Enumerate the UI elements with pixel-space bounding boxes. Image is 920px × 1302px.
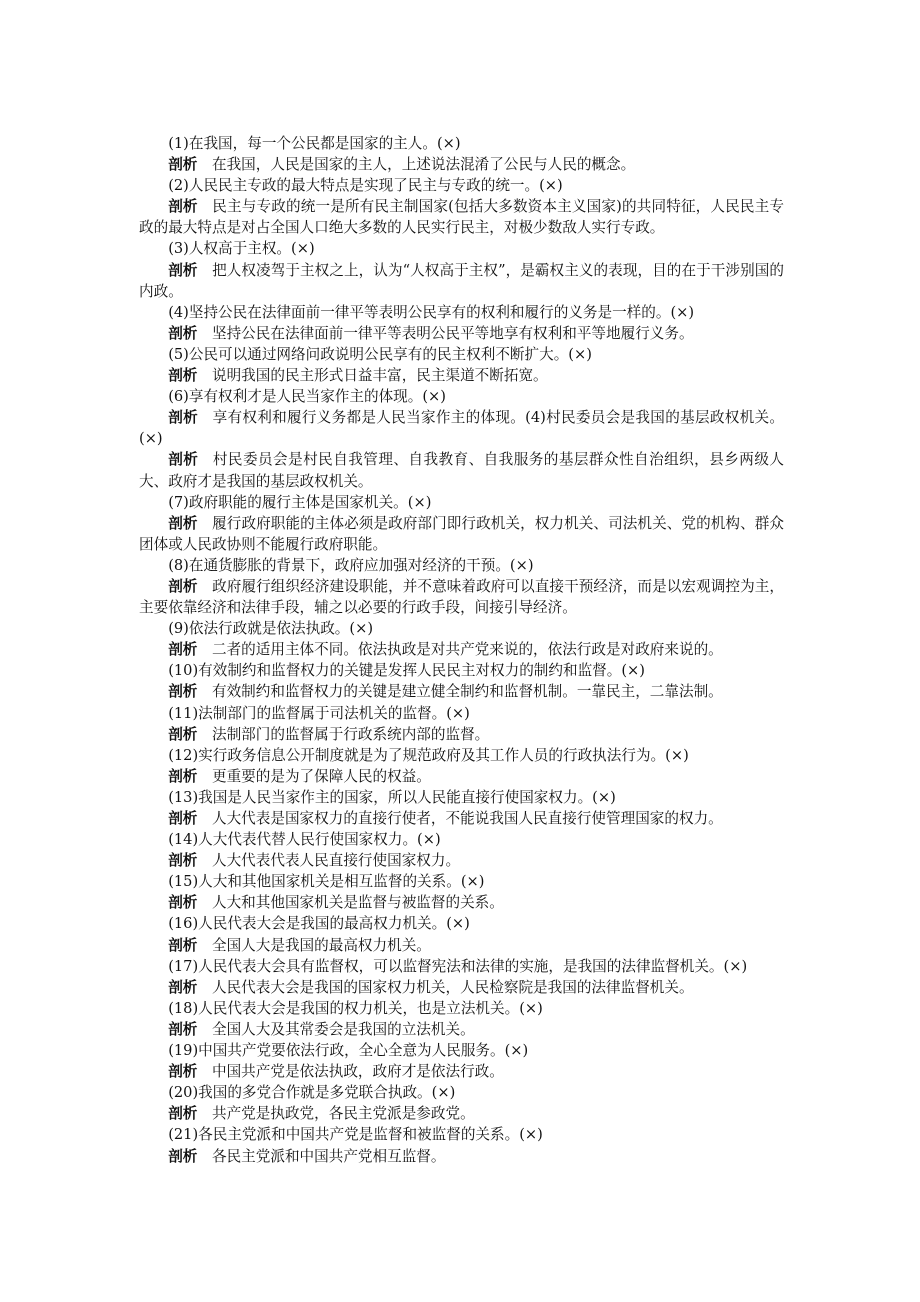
analysis-text: 全国人大是我国的最高权力机关。 (211, 936, 431, 954)
analysis-line (139, 365, 784, 386)
question-line: (19)中国共产党要依法行政，全心全意为人民服务。(×) (168, 1042, 529, 1060)
question-line: (12)实行政务信息公开制度就是为了规范政府及其工作人员的行政执法行为。(×) (168, 746, 689, 764)
analysis-label: 剖析 (168, 810, 198, 827)
analysis-line (139, 681, 784, 702)
analysis-line (139, 766, 784, 787)
analysis-line (139, 1061, 784, 1082)
analysis-text: 更重要的是为了保障人民的权益。 (211, 767, 431, 785)
analysis-label: 剖析 (168, 1105, 198, 1123)
question-line: (15)人大和其他国家机关是相互监督的关系。(×) (168, 873, 485, 891)
analysis-line (139, 1019, 784, 1040)
analysis-label: 剖析 (168, 1063, 198, 1081)
analysis-line (139, 513, 784, 555)
analysis-line (139, 1103, 784, 1124)
analysis-text: 民主与专政的统一是所有民主制国家(包括大多数资本主义国家)的共同特征，人民民主专政的最大特点是对占全国人口绝大多数的人民实行民主，对极少数敌人实行专政。 (139, 198, 784, 237)
question-line: (17)人民代表大会具有监督权，可以监督宪法和法律的实施，是我国的法律监督机关。(×) (168, 957, 748, 975)
question-line: (13)我国是人民当家作主的国家，所以人民能直接行使国家权力。(×) (168, 788, 616, 806)
analysis-text: 人大和其他国家机关是监督与被监督的关系。 (211, 894, 504, 912)
analysis-text: 各民主党派和中国共产党相互监督。 (211, 1147, 446, 1165)
analysis-text: 坚持公民在法律面前一律平等表明公民平等地享有权利和平等地履行义务。 (211, 324, 694, 342)
question-line: (14)人大代表代替人民行使国家权力。(×) (168, 831, 441, 849)
analysis-label: 剖析 (168, 156, 198, 174)
analysis-line (139, 196, 784, 238)
question-line: (2)人民民主专政的最大特点是实现了民主与专政的统一。(×) (168, 177, 563, 195)
question-line: (9)依法行政就是依法执政。(×) (168, 620, 374, 638)
analysis-text: 履行政府职能的主体必须是政府部门即行政机关，权力机关、司法机关、党的机构、群众团体或人民政协则不能履行政府职能。 (139, 514, 784, 553)
analysis-label: 剖析 (168, 683, 198, 701)
analysis-text: 享有权利和履行义务都是人民当家作主的体现。(4)村民委员会是我国的基层政权机关。(×) (139, 409, 784, 448)
analysis-text: 人大代表代表人民直接行使国家权力。 (211, 852, 461, 870)
question-line: (4)坚持公民在法律面前一律平等表明公民享有的权利和履行的义务是一样的。(×) (168, 303, 695, 321)
analysis-label: 剖析 (168, 641, 198, 659)
analysis-line (139, 977, 784, 998)
analysis-line (139, 576, 784, 618)
analysis-line (139, 808, 784, 829)
analysis-text: 政府履行组织经济建设职能，并不意味着政府可以直接干预经济，而是以宏观调控为主，主要依靠经济和法律手段，辅之以必要的行政手段，间接引导经济。 (139, 577, 784, 617)
analysis-text: 二者的适用主体不同。依法执政是对共产党来说的，依法行政是对政府来说的。 (211, 641, 723, 659)
analysis-text: 中国共产党是依法执政，政府才是依法行政。 (211, 1063, 504, 1081)
analysis-label: 剖析 (168, 936, 198, 954)
analysis-label: 剖析 (168, 767, 198, 785)
analysis-label: 剖析 (168, 261, 198, 279)
analysis-text: 说明我国的民主形式日益丰富，民主渠道不断拓宽。 (211, 367, 548, 385)
analysis-label: 剖析 (168, 577, 198, 595)
analysis-line (139, 639, 784, 660)
question-line: (20)我国的多党合作就是多党联合执政。(×) (168, 1084, 456, 1102)
document-body (139, 133, 784, 1167)
question-line: (21)各民主党派和中国共产党是监督和被监督的关系。(×) (168, 1126, 543, 1144)
question-line: (3)人权高于主权。(×) (168, 240, 315, 258)
analysis-label: 剖析 (168, 324, 198, 342)
question-line: (6)享有权利才是人民当家作主的体现。(×) (168, 388, 446, 406)
analysis-label: 剖析 (168, 451, 199, 469)
question-line: (11)法制部门的监督属于司法机关的监督。(×) (168, 704, 470, 722)
analysis-line (139, 892, 784, 913)
analysis-line (139, 449, 784, 491)
analysis-line (139, 407, 784, 449)
analysis-line (139, 323, 784, 344)
analysis-line (139, 1146, 784, 1167)
analysis-label: 剖析 (168, 198, 198, 216)
analysis-label: 剖析 (168, 367, 198, 385)
question-line: (8)在通货膨胀的背景下，政府应加强对经济的干预。(×) (168, 556, 534, 574)
analysis-label: 剖析 (168, 725, 198, 743)
question-line: (10)有效制约和监督权力的关键是发挥人民民主对权力的制约和监督。(×) (168, 662, 645, 680)
analysis-text: 共产党是执政党，各民主党派是参政党。 (211, 1105, 475, 1123)
analysis-line (139, 850, 784, 871)
analysis-label: 剖析 (168, 978, 198, 996)
question-line: (7)政府职能的履行主体是国家机关。(×) (168, 493, 432, 511)
analysis-text: 有效制约和监督权力的关键是建立健全制约和监督机制。一靠民主，二靠法制。 (211, 683, 723, 701)
analysis-line (139, 724, 784, 745)
analysis-label: 剖析 (168, 1020, 198, 1038)
analysis-label: 剖析 (168, 409, 198, 427)
analysis-text: 把人权凌驾于主权之上，认为“人权高于主权”，是霸权主义的表现，目的在于干涉别国的内政。 (139, 261, 784, 300)
question-line: (16)人民代表大会是我国的最高权力机关。(×) (168, 915, 470, 933)
analysis-text: 人民代表大会是我国的国家权力机关，人民检察院是我国的法律监督机关。 (211, 978, 694, 996)
question-line: (1)在我国，每一个公民都是国家的主人。(×) (168, 135, 461, 152)
analysis-line (139, 154, 784, 175)
analysis-text: 全国人大及其常委会是我国的立法机关。 (211, 1020, 475, 1038)
analysis-text: 村民委员会是村民自我管理、自我教育、自我服务的基层群众性自治组织，县乡两级人大、政府才是我国的基层政权机关。 (139, 451, 784, 490)
question-line: (18)人民代表大会是我国的权力机关，也是立法机关。(×) (168, 999, 543, 1017)
analysis-line (139, 260, 784, 302)
analysis-label: 剖析 (168, 852, 198, 870)
analysis-line (139, 935, 784, 956)
question-line: (5)公民可以通过网络问政说明公民享有的民主权利不断扩大。(×) (168, 345, 592, 363)
analysis-text: 法制部门的监督属于行政系统内部的监督。 (211, 725, 490, 743)
analysis-text: 在我国，人民是国家的主人，上述说法混淆了公民与人民的概念。 (211, 156, 636, 174)
analysis-label: 剖析 (168, 1147, 198, 1165)
analysis-label: 剖析 (168, 514, 198, 532)
analysis-text: 人大代表是国家权力的直接行使者，不能说我国人民直接行使管理国家的权力。 (211, 810, 723, 827)
analysis-label: 剖析 (168, 894, 198, 912)
